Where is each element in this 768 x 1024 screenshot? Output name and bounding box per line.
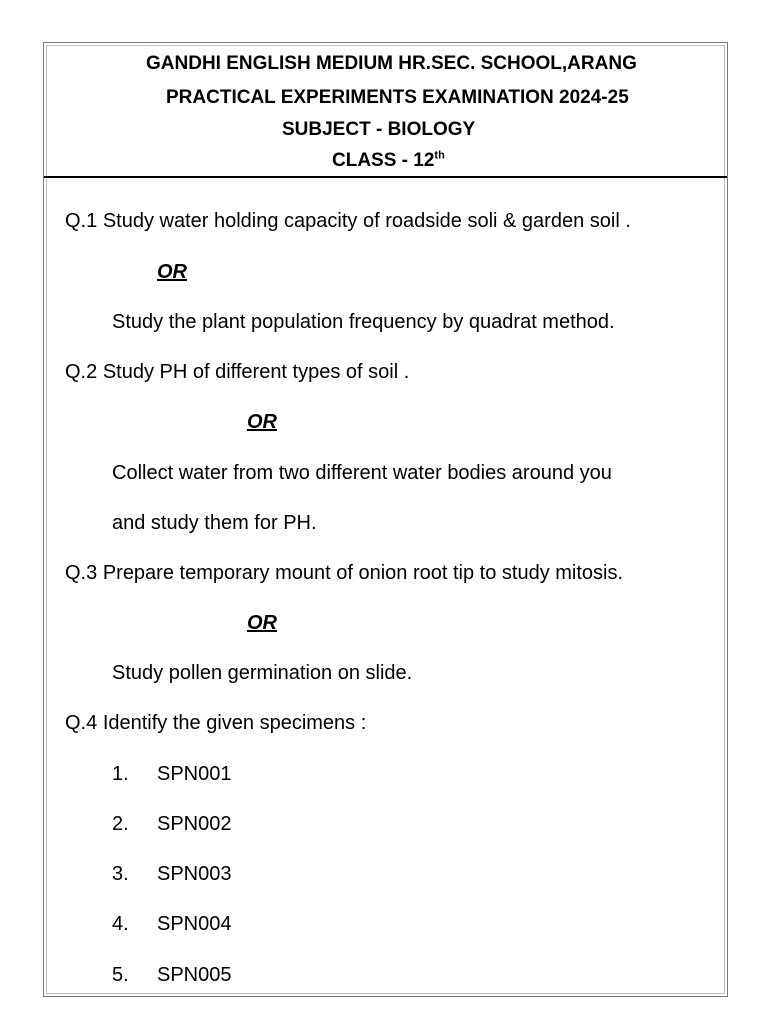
specimen-item [112, 812, 232, 836]
specimen-code: SPN002 [157, 813, 232, 835]
or-label: OR [157, 261, 187, 283]
specimen-number: 5. [112, 964, 129, 986]
exam-title: PRACTICAL EXPERIMENTS EXAMINATION 2024-25 [166, 87, 629, 108]
subject-title: SUBJECT - BIOLOGY [282, 119, 476, 140]
specimen-item [112, 912, 232, 936]
specimen-number: 1. [112, 763, 129, 785]
alternative-text: Collect water from two different water bodies around you [112, 462, 612, 484]
specimen-number: 3. [112, 863, 129, 885]
school-name: GANDHI ENGLISH MEDIUM HR.SEC. SCHOOL,ARANG [146, 53, 637, 74]
specimen-code: SPN001 [157, 763, 232, 785]
question-2 [65, 360, 409, 384]
class-title [332, 150, 445, 172]
specimen-item [112, 862, 232, 886]
class-suffix: th [434, 149, 445, 162]
question-number: Q.1 [65, 210, 98, 232]
question-text: Identify the given specimens : [102, 712, 367, 734]
or-label: OR [247, 411, 277, 433]
alternative-text: Study pollen germination on slide. [112, 662, 413, 684]
class-label: CLASS - 12 [332, 150, 435, 171]
specimen-code: SPN005 [157, 964, 232, 986]
alternative-text-continued: and study them for PH. [112, 512, 317, 534]
question-text: Study water holding capacity of roadside soli & garden soil . [102, 210, 631, 232]
question-3 [65, 561, 623, 585]
specimen-code: SPN003 [157, 863, 232, 885]
specimen-item [112, 762, 232, 786]
page-border [43, 42, 728, 997]
question-number: Q.3 [65, 562, 98, 584]
question-number: Q.4 [65, 712, 98, 734]
question-number: Q.2 [65, 361, 98, 383]
specimen-item [112, 963, 232, 987]
question-1 [65, 209, 631, 233]
question-text: Study PH of different types of soil . [102, 361, 410, 383]
specimen-code: SPN004 [157, 913, 232, 935]
specimen-number: 2. [112, 813, 129, 835]
specimen-number: 4. [112, 913, 129, 935]
question-text: Prepare temporary mount of onion root tip to study mitosis. [102, 562, 624, 584]
document-header [44, 43, 727, 178]
or-label: OR [247, 612, 277, 634]
question-4 [65, 711, 366, 735]
alternative-text: Study the plant population frequency by quadrat method. [112, 311, 615, 333]
